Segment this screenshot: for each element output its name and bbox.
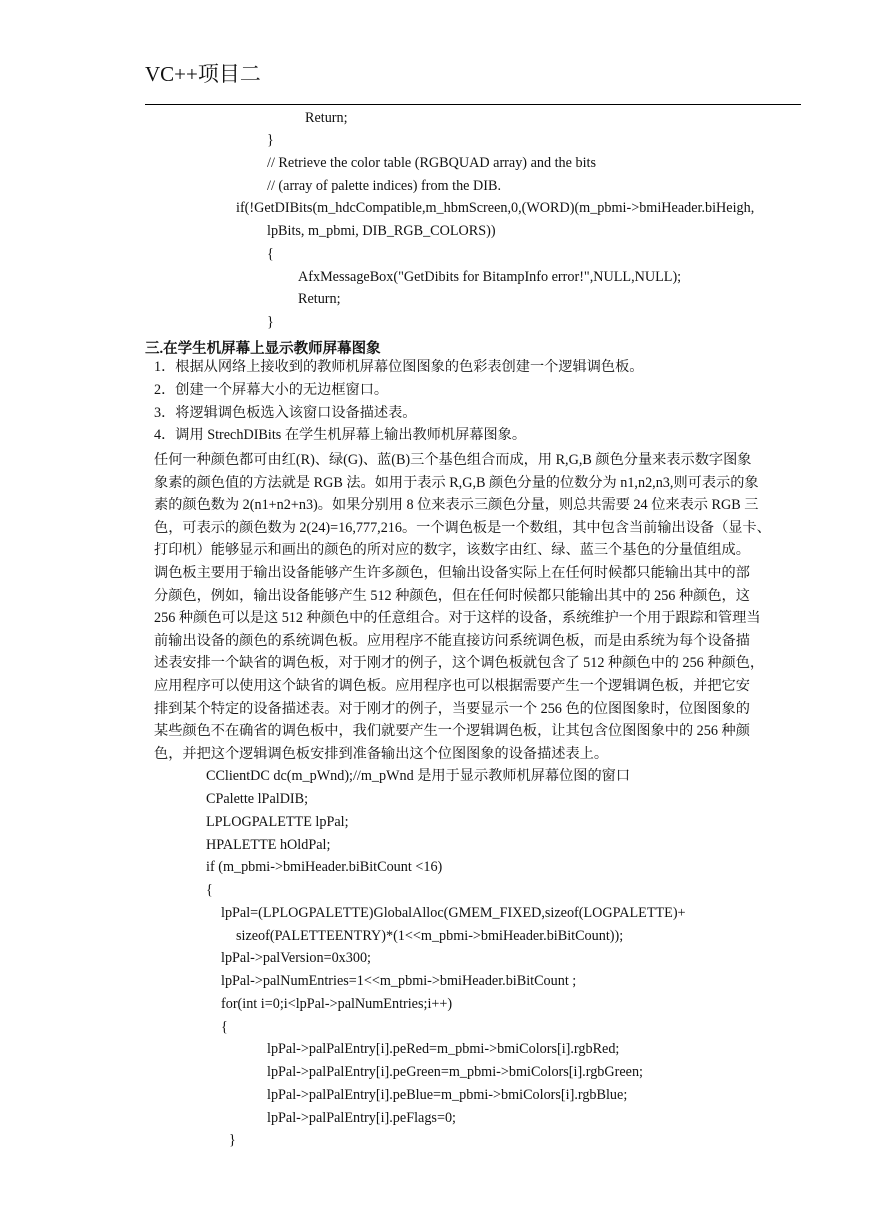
paragraph-line: 256 种颜色可以是这 512 种颜色中的任意组合。对于这样的设备，系统维护一个用于跟踪和管理当 — [154, 610, 761, 627]
paragraph-line: 素的颜色数为 2(n1+n2+n3)。如果分别用 8 位来表示三颜色分量，则总共需要 24 位来表示 RGB 三 — [154, 497, 759, 514]
code-line: CPalette lPalDIB; — [206, 791, 309, 807]
code-line: lpPal->palNumEntries=1<<m_pbmi->bmiHeader.biBitCount ; — [221, 973, 577, 989]
header-divider — [145, 104, 801, 105]
paragraph-line: 任何一种颜色都可由红(R)、绿(G)、蓝(B)三个基色组合而成，用 R,G,B 颜色分量来表示数字图象 — [154, 452, 752, 468]
code-line: lpBits, m_pbmi, DIB_RGB_COLORS)) — [267, 223, 496, 239]
page-header-title: VC++项目二 — [145, 62, 261, 86]
paragraph-line: 排到某个特定的设备描述表。对于刚才的例子，当要显示一个 256 色的位图图象时，位图图象的 — [154, 700, 750, 717]
paragraph-line: 应用程序可以使用这个缺省的调色板。应用程序也可以根据需要产生一个逻辑调色板，并把它安 — [154, 677, 750, 694]
code-line: Return; — [298, 291, 341, 307]
body-paragraph — [154, 449, 800, 765]
paragraph-line: 色，并把这个逻辑调色板安排到准备输出这个位图图象的设备描述表上。 — [154, 745, 609, 762]
code-line: { — [267, 246, 274, 262]
step-item: 3．将逻辑调色板选入该窗口设备描述表。 — [154, 405, 417, 421]
section-heading: 三.在学生机屏幕上显示教师屏幕图象 — [145, 341, 381, 357]
code-comment-line: // (array of palette indices) from the DIB. — [267, 178, 502, 194]
code-line: if(!GetDIBits(m_hdcCompatible,m_hbmScreen,0,(WORD)(m_pbmi->bmiHeader.biHeigh, — [236, 200, 755, 216]
step-item: 4．调用 StrechDIBits 在学生机屏幕上输出教师机屏幕图象。 — [154, 427, 527, 443]
paragraph-line: 象素的颜色值的方法就是 RGB 法。如用于表示 R,G,B 颜色分量的位数分为 n1,n2,n3,则可表示的象 — [154, 474, 759, 491]
code-line: } — [267, 132, 274, 148]
code-line: lpPal->palVersion=0x300; — [221, 950, 371, 966]
code-line: lpPal->palPalEntry[i].peBlue=m_pbmi->bmiColors[i].rgbBlue; — [267, 1087, 628, 1103]
code-comment-line: // Retrieve the color table (RGBQUAD array) and the bits — [267, 155, 596, 171]
paragraph-line: 调色板主要用于输出设备能够产生许多颜色，但输出设备实际上在任何时候都只能输出其中的部 — [154, 564, 750, 581]
step-item: 1．根据从网络上接收到的教师机屏幕位图图象的色彩表创建一个逻辑调色板。 — [154, 359, 644, 375]
code-line: if (m_pbmi->bmiHeader.biBitCount <16) — [206, 859, 443, 875]
code-line: Return; — [305, 110, 348, 126]
code-line: sizeof(PALETTEENTRY)*(1<<m_pbmi->bmiHeader.biBitCount)); — [236, 928, 624, 944]
code-line: CClientDC dc(m_pWnd);//m_pWnd 是用于显示教师机屏幕位图的窗口 — [206, 768, 631, 784]
code-line: lpPal->palPalEntry[i].peRed=m_pbmi->bmiColors[i].rgbRed; — [267, 1041, 620, 1057]
code-line: { — [206, 882, 213, 898]
paragraph-line: 打印机）能够显示和画出的颜色的所对应的数字，该数字由红、绿、蓝三个基色的分量值组成。 — [154, 542, 750, 559]
code-line: lpPal=(LPLOGPALETTE)GlobalAlloc(GMEM_FIXED,sizeof(LOGPALETTE)+ — [221, 905, 686, 921]
code-line: lpPal->palPalEntry[i].peFlags=0; — [267, 1110, 456, 1126]
code-line: HPALETTE hOldPal; — [206, 837, 331, 853]
code-line: { — [221, 1019, 228, 1035]
code-line: LPLOGPALETTE lpPal; — [206, 814, 349, 830]
paragraph-line: 色，可表示的颜色数为 2(24)=16,777,216。一个调色板是一个数组，其中包含当前输出设备（显卡、 — [154, 519, 771, 536]
paragraph-line: 述表安排一个缺省的调色板，对于刚才的例子，这个调色板就包含了 512 种颜色中的 256 种颜色， — [154, 655, 765, 672]
code-line: } — [267, 314, 274, 330]
step-item: 2．创建一个屏幕大小的无边框窗口。 — [154, 382, 389, 398]
paragraph-line: 某些颜色不在确省的调色板中，我们就要产生一个逻辑调色板，让其包含位图图象中的 256 种颜 — [154, 723, 750, 740]
paragraph-line: 分颜色，例如，输出设备能够产生 512 种颜色，但在任何时候都只能输出其中的 256 种颜色，这 — [154, 587, 750, 604]
paragraph-line: 前输出设备的颜色的系统调色板。应用程序不能直接访问系统调色板，而是由系统为每个设备描 — [154, 632, 750, 649]
code-line: AfxMessageBox("GetDibits for BitampInfo error!",NULL,NULL); — [298, 269, 682, 285]
code-line: for(int i=0;i<lpPal->palNumEntries;i++) — [221, 996, 453, 1012]
code-line: lpPal->palPalEntry[i].peGreen=m_pbmi->bmiColors[i].rgbGreen; — [267, 1064, 643, 1080]
code-line: } — [229, 1132, 236, 1148]
